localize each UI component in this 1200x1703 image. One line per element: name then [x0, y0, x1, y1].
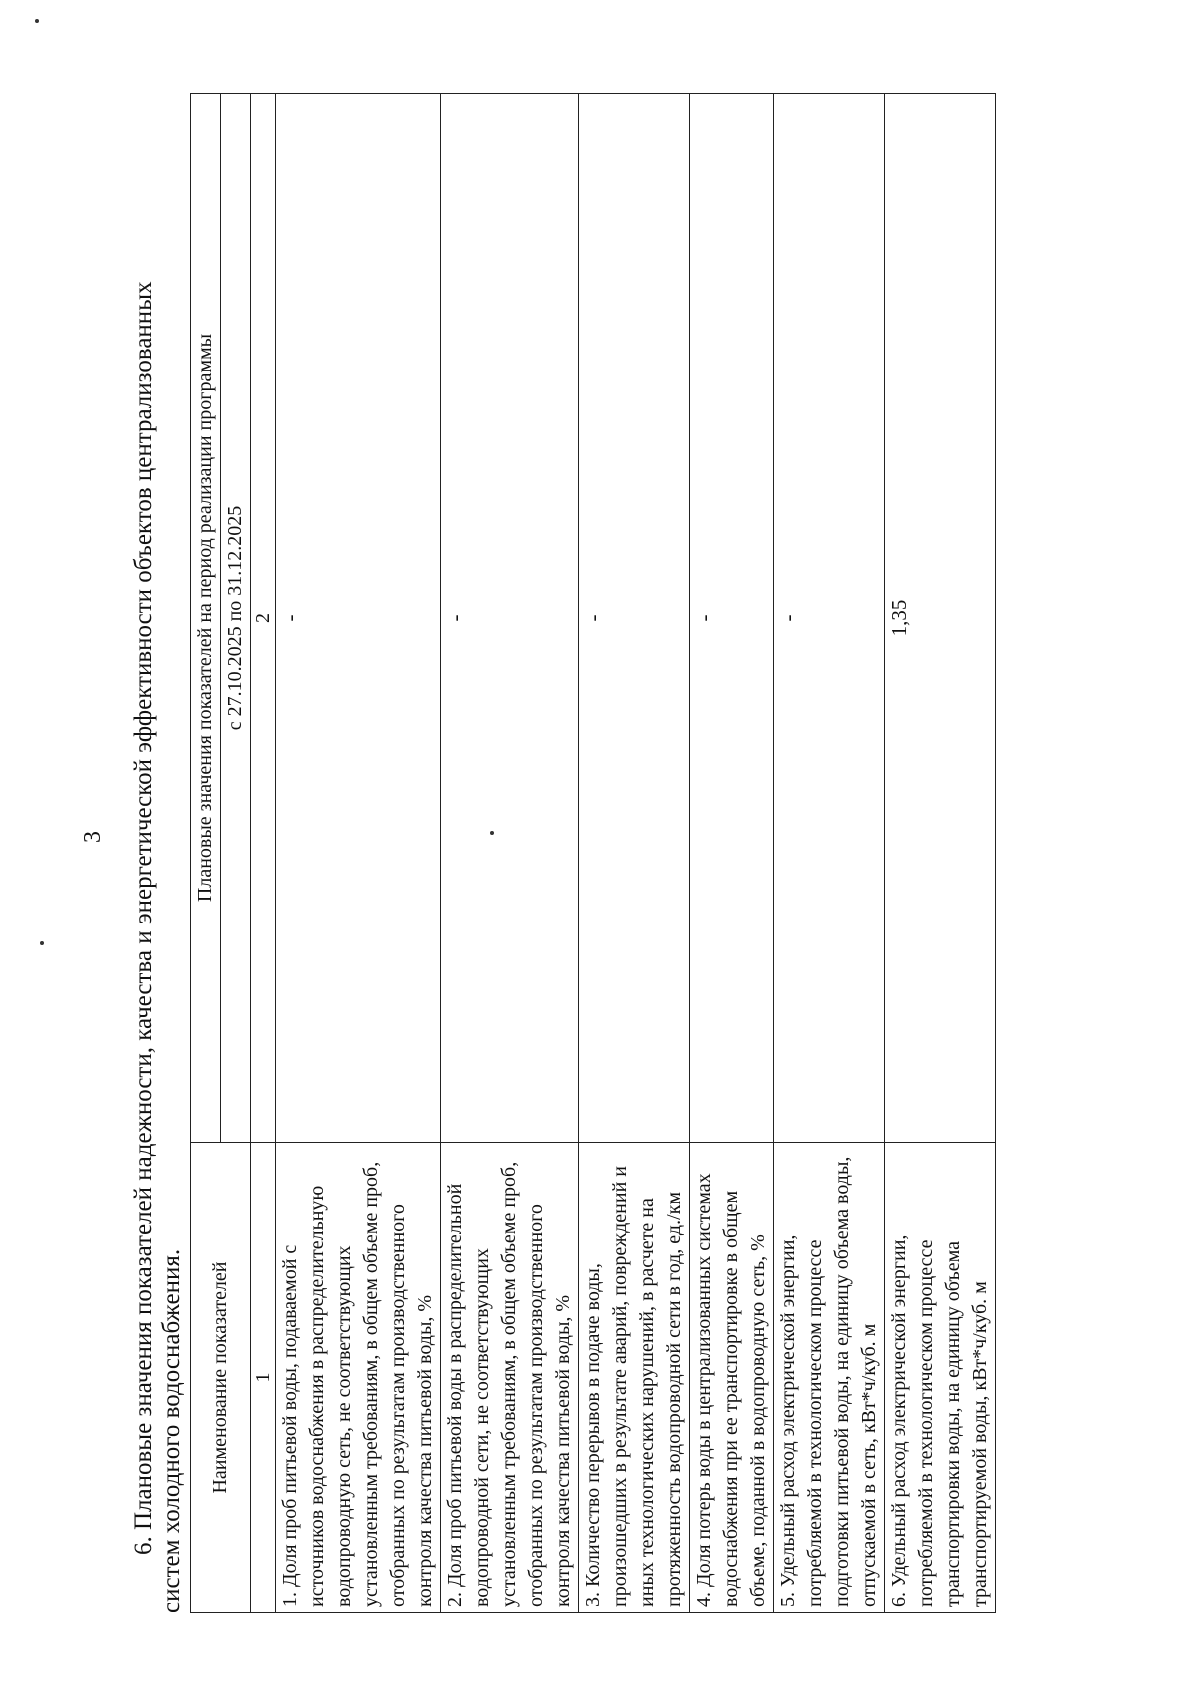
table-row — [441, 94, 579, 1613]
table-row — [885, 94, 996, 1613]
table-row — [774, 94, 885, 1613]
indicator-name: 6. Удельный расход электрической энергии, потребляемой в технологическом процессе транспортировки воды, на единицу объема транспортируемой воды, кВт*ч/куб. м — [885, 1143, 996, 1613]
indicator-name: 3. Количество перерывов в подаче воды, произошедших в результате аварий, повреждений и иных технологических нарушений, в расчете на протяженность водопроводной сети в год, ед./км — [579, 1143, 690, 1613]
column-number-row — [251, 94, 276, 1613]
column-number-2: 2 — [251, 94, 276, 1143]
indicator-name: 4. Доля потерь воды в централизованных системах водоснабжения при ее транспортировке в общем объеме, поданной в водопроводную сеть, % — [690, 1143, 774, 1613]
header-period: с 27.10.2025 по 31.12.2025 — [221, 94, 251, 1143]
indicator-value: - — [690, 94, 774, 1143]
scan-speck — [35, 19, 39, 23]
table-row — [579, 94, 690, 1613]
caption-line-2: систем холодного водоснабжения. — [158, 1248, 185, 1613]
indicator-name: 2. Доля проб питьевой воды в распределительной водопроводной сети, не соответствующих установленным требованиям, в общем объеме проб, отобранных по результатам производственного контроля качества питьевой воды, % — [441, 1143, 579, 1613]
section-caption — [130, 63, 186, 1613]
indicators-table — [190, 93, 996, 1613]
indicator-name: 5. Удельный расход электрической энергии, потребляемой в технологическом процессе подготовки питьевой воды, на единицу объема воды, отпускаемой в сеть, кВт*ч/куб. м — [774, 1143, 885, 1613]
scan-speck — [40, 941, 44, 945]
scan-speck — [490, 831, 494, 835]
indicator-name: 1. Доля проб питьевой воды, подаваемой с источников водоснабжения в распределительную водопроводную сеть, не соответствующих установленным требованиям, в общем объеме проб, отобранных по результатам производственного контроля качества питьевой воды, % — [276, 1143, 441, 1613]
header-row — [191, 94, 221, 1613]
header-indicator-name: Наименование показателей — [191, 1143, 251, 1613]
indicator-value: - — [441, 94, 579, 1143]
table-row — [276, 94, 441, 1613]
page-number: 3 — [80, 831, 106, 843]
header-planned-values: Плановые значения показателей на период реализации программы — [191, 94, 221, 1143]
table-row — [690, 94, 774, 1613]
indicator-value: - — [276, 94, 441, 1143]
caption-line-1: 6. Плановые значения показателей надежности, качества и энергетической эффективности объектов централизованных — [130, 281, 157, 1555]
indicator-value: - — [579, 94, 690, 1143]
indicator-value: 1,35 — [885, 94, 996, 1143]
column-number-1: 1 — [251, 1143, 276, 1613]
indicator-value: - — [774, 94, 885, 1143]
